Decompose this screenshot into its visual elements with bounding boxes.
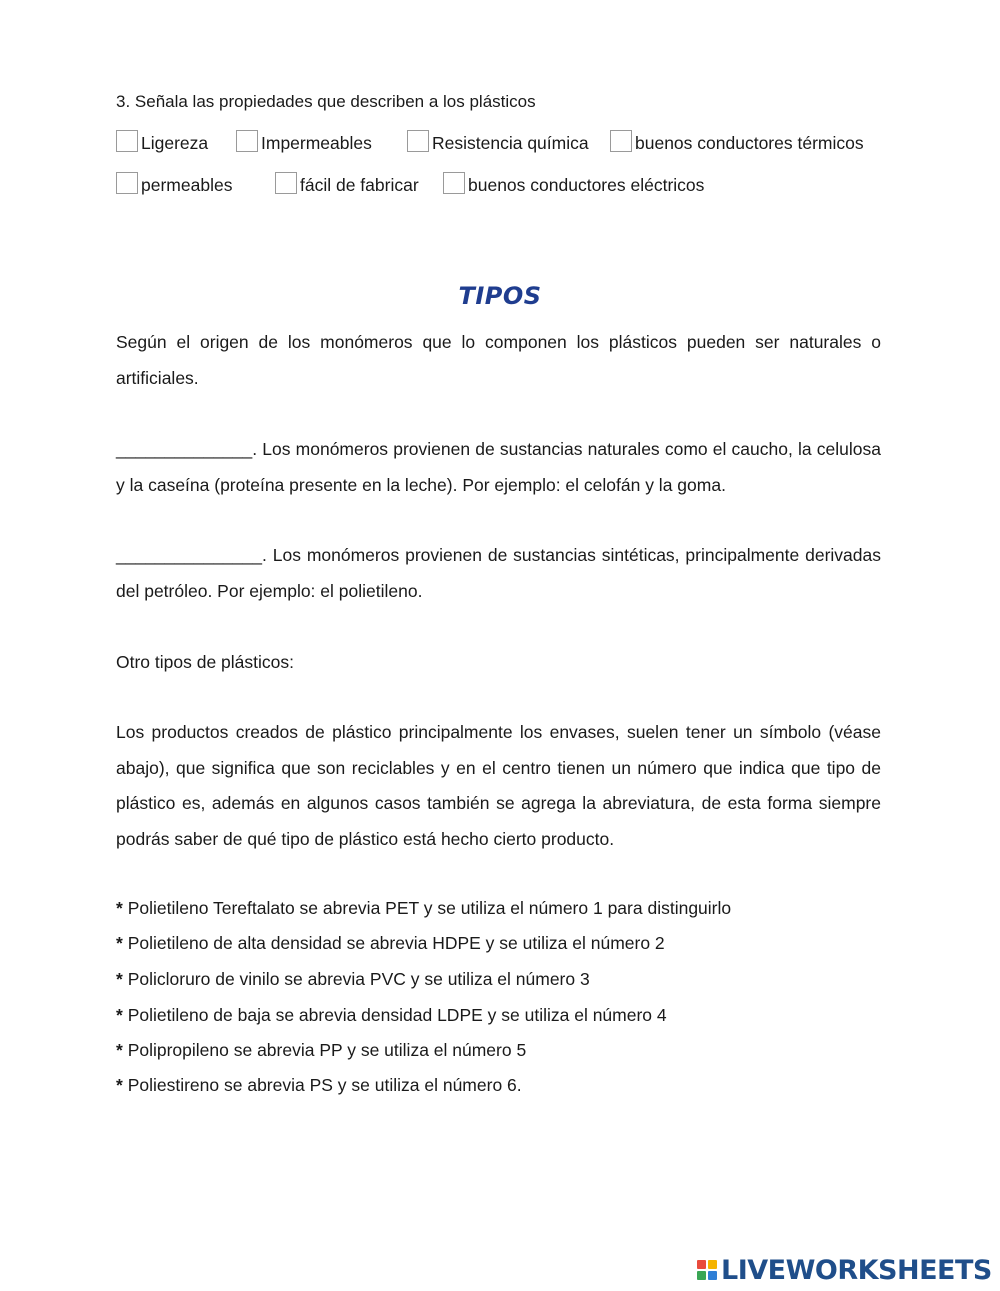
checkbox-label: Resistencia química [432,133,589,153]
list-item: * Policloruro de vinilo se abrevia PVC y se utiliza el número 3 [116,969,590,989]
intro-paragraph: Según el origen de los monómeros que lo componen los plásticos pueden ser naturales o artificiales. [116,332,881,388]
checkbox-label: fácil de fabricar [300,175,419,195]
checkbox-box[interactable] [610,130,632,152]
checkbox-box[interactable] [407,130,429,152]
checkbox-impermeables[interactable] [236,132,372,154]
checkbox-label: permeables [141,175,233,195]
list-item: * Polipropileno se abrevia PP y se utiliza el número 5 [116,1040,527,1060]
logo-blocks-icon [697,1260,717,1280]
checkbox-label: buenos conductores eléctricos [468,175,705,195]
checkbox-box[interactable] [116,172,138,194]
checkbox-facil-de-fabricar[interactable] [275,174,419,196]
section-heading: TIPOS [458,282,542,310]
list-item: * Polietileno de baja se abrevia densidad LDPE y se utiliza el número 4 [116,1005,667,1025]
liveworksheets-logo [697,1255,992,1285]
natural-text: . Los monómeros provienen de sustancias naturales como el caucho, la celulosa y la caseína (proteína presente en la leche). Por ejemplo: el celofán y la goma. [116,439,881,495]
checkbox-permeables[interactable] [116,174,232,196]
checkbox-conductores-electricos[interactable] [443,174,704,196]
others-title: Otro tipos de plásticos: [116,652,294,672]
checkbox-box[interactable] [443,172,465,194]
question-title: 3. Señala las propiedades que describen a los plásticos [116,92,536,111]
list-item: * Polietileno de alta densidad se abrevia HDPE y se utiliza el número 2 [116,933,665,953]
checkbox-label: Ligereza [141,133,209,153]
answer-blank-natural[interactable]: ______________ [116,439,253,459]
checkbox-row-1 [116,132,896,160]
artificial-paragraph [116,538,881,609]
natural-paragraph [116,432,881,503]
checkbox-label: Impermeables [261,133,372,153]
checkbox-ligereza[interactable] [116,132,208,154]
symbol-paragraph: Los productos creados de plástico principalmente los envases, suelen tener un símbolo (véase abajo), que significa que son reciclables y en el centro tienen un número que indica que tipo de plástico es, además en algunos casos también se agrega la abreviatura, de esta forma siempre podrás saber de qué tipo de plástico está hecho cierto producto. [116,722,881,849]
checkbox-row-2 [116,174,816,202]
list-item: * Poliestireno se abrevia PS y se utiliza el número 6. [116,1075,522,1095]
checkbox-conductores-termicos[interactable] [610,132,864,154]
checkbox-resistencia-quimica[interactable] [407,132,589,154]
artificial-text: . Los monómeros provienen de sustancias sintéticas, principalmente derivadas del petróleo. Por ejemplo: el polietileno. [116,545,881,601]
logo-text: LIVEWORKSHEETS [721,1254,992,1286]
answer-blank-artificial[interactable]: _______________ [116,545,262,565]
checkbox-label: buenos conductores térmicos [635,133,864,153]
checkbox-box[interactable] [236,130,258,152]
list-item: * Polietileno Tereftalato se abrevia PET y se utiliza el número 1 para distinguirlo [116,898,732,918]
checkbox-box[interactable] [116,130,138,152]
checkbox-box[interactable] [275,172,297,194]
